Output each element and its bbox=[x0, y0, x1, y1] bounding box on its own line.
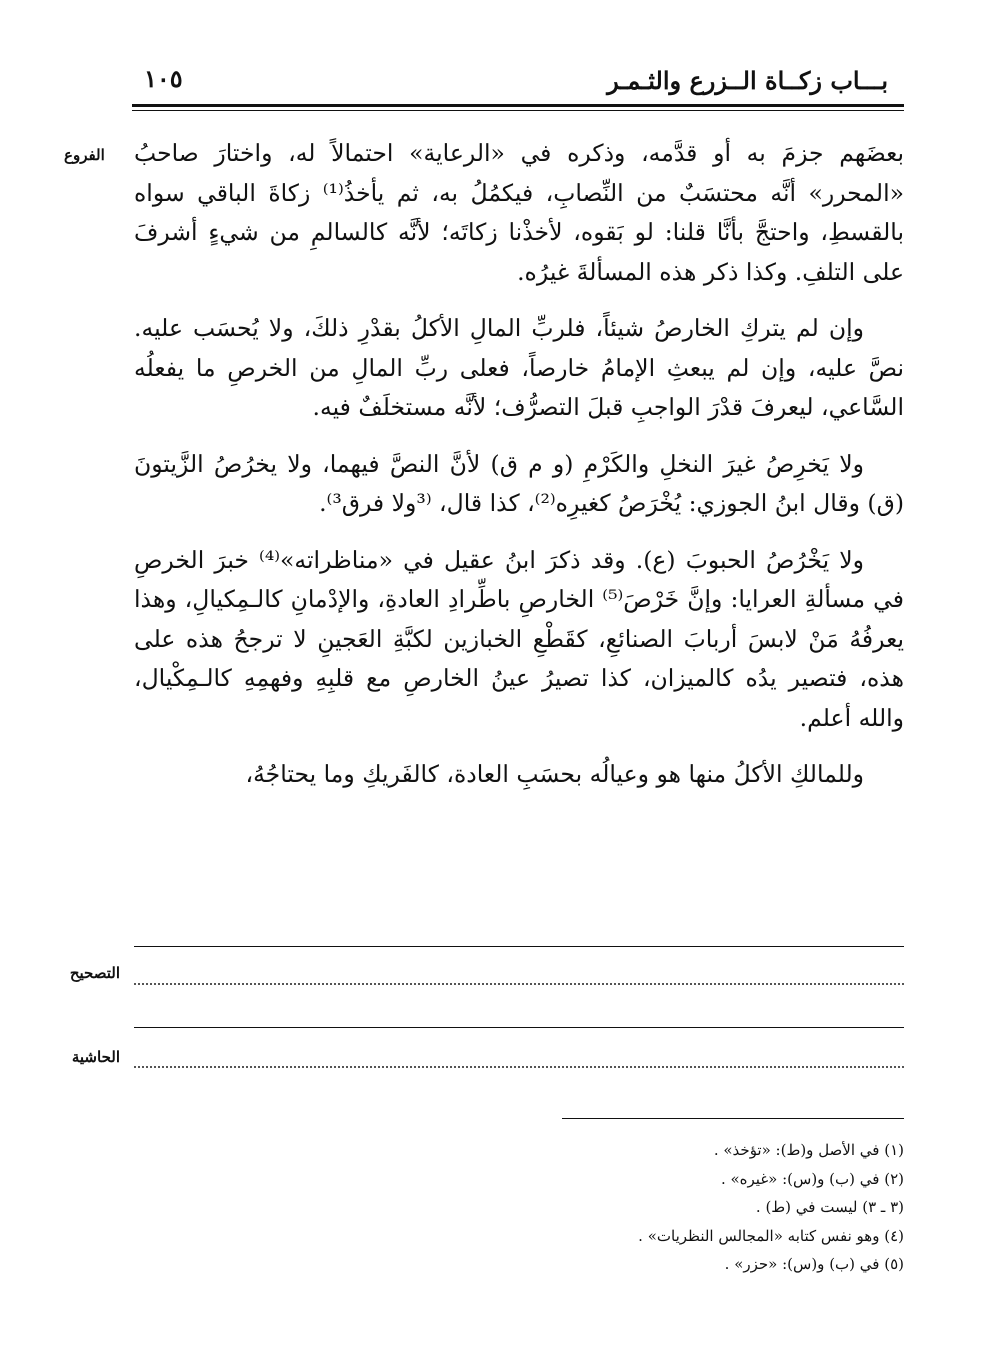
paragraph: وللمالكِ الأكلُ منها هو وعيالُه بحسَبِ العادة، كالفَريكِ وما يحتاجُهُ، bbox=[245, 760, 864, 788]
paragraph: بعضَهم جزمَ به أو قدَّمه، وذكره في «الرعاية» احتمالاً له، واختارَ صاحبُ «المحرر» أنَّه محتسَبٌ من النِّصابِ، فيكمُلُ به، ثم يأخذُ⁽¹⁾ زكاةَ الباقي سواه بالقسطِ، واحتجَّ بأنَّا قلنا: لو بَقوه، لأخذْنا زكاتَه؛ لأنَّه كالسالمِ من شيءٍ أشرفَ على التلفِ. وكذا ذكر هذه المسألةَ غيرُه. bbox=[134, 139, 905, 286]
main-text bbox=[134, 134, 904, 795]
chapter-title: بـــاب زكــاة الــزرع والثـمـر bbox=[607, 66, 888, 95]
margin-label-furu: الفروع bbox=[64, 146, 105, 164]
header-rule-thick bbox=[132, 104, 904, 107]
footnote: (٥) في (ب) و(س): «حزر» . bbox=[724, 1255, 904, 1274]
footnote: (٤) وهو نفس كتابه «المجالس النظريات» . bbox=[638, 1226, 904, 1245]
correction-dotted-line bbox=[134, 983, 904, 985]
hashiya-label: الحاشية bbox=[71, 1048, 120, 1066]
paragraph: ولا يَخْرُصُ الحبوبَ (ع). وقد ذكرَ ابنُ عقيل في «مناظراته»⁽⁴⁾ خبرَ الخرصِ في مسألةِ العرايا: وإنَّ خَرْصَ⁽⁵⁾ الخارصِ باطِّرادِ العادةِ، والإدْمانِ كالـمِكيالِ، وهذا يعرفُهُ مَنْ لابسَ أربابَ الصنائعِ، كقَطْعِ الخبازين لكبَّةِ العَجينِ لا ترجحُ هذه على هذه، فتصير يدُه كالميزان، كذا تصيرُ عينُ الخارصِ مع قلبِهِ وفهمِهِ كالـمِكْيال، والله أعلم. bbox=[134, 545, 904, 732]
page-number: ١٠٥ bbox=[144, 64, 183, 93]
correction-top-rule bbox=[134, 946, 904, 947]
footnote-separator bbox=[562, 1118, 904, 1119]
footnote: (٣ ـ ٣) ليست في (ط) . bbox=[755, 1198, 904, 1217]
paragraph: وإن لم يتركِ الخارصُ شيئاً، فلربِّ المالِ الأكلُ بقدْرِ ذلكَ، ولا يُحسَب عليه. نصَّ عليه، وإن لم يبعثِ الإمامُ خارصاً، فعلى ربِّ المالِ من الخرصِ ما يفعلُه السَّاعي، ليعرفَ قدْرَ الواجبِ قبلَ التصرُّف؛ لأنَّه مستخلَفٌ فيه. bbox=[134, 314, 904, 421]
paragraph: ولا يَخرِصُ غيرَ النخلِ والكَرْمِ (و م ق) لأنَّ النصَّ فيهما، ولا يخرُصُ الزَّيتونَ (ق) وقال ابنُ الجوزي: يُخْرَصُ كغيرِه⁽²⁾، كذا قال، ⁽³ولا فرق³⁾. bbox=[134, 449, 904, 517]
footnotes bbox=[400, 1136, 904, 1279]
header-rule-thin bbox=[132, 110, 904, 111]
hashiya-dotted-line bbox=[134, 1066, 904, 1068]
footnote: (٢) في (ب) و(س): «غيره» . bbox=[720, 1169, 904, 1188]
hashiya-top-rule bbox=[134, 1027, 904, 1028]
footnote: (١) في الأصل و(ط): «تؤخذ» . bbox=[713, 1141, 904, 1159]
correction-label: التصحيح bbox=[69, 964, 120, 982]
